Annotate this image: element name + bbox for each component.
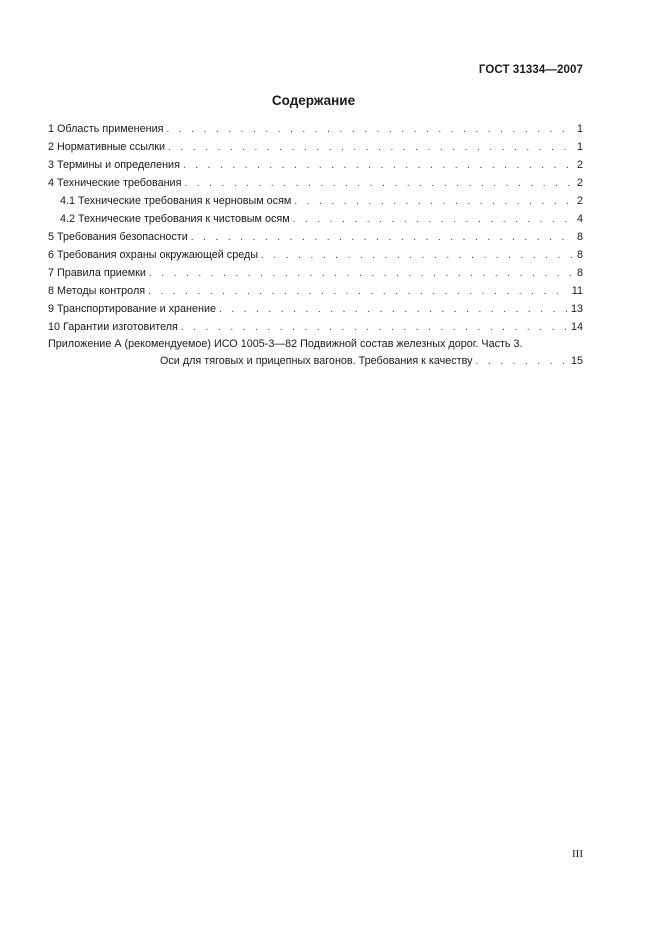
- toc-entry-title: 4.2 Технические требования к чистовым осям: [60, 213, 290, 225]
- dot-leader: [148, 283, 569, 301]
- toc-entry-title: 3 Термины и определения: [48, 159, 180, 171]
- toc-entry-title: 8 Методы контроля: [48, 285, 146, 297]
- toc-subentry[interactable]: [48, 210, 583, 228]
- toc-entry-page: 4: [576, 213, 583, 225]
- toc-entry-title: 1 Область применения: [48, 123, 164, 135]
- document-code: ГОСТ 31334—2007: [478, 64, 583, 76]
- toc-entry[interactable]: [48, 174, 583, 192]
- toc-entry-title: 5 Требования безопасности: [48, 231, 188, 243]
- dot-leader: [184, 175, 572, 193]
- dot-leader: [167, 121, 573, 139]
- table-of-contents: [48, 120, 583, 370]
- toc-entry[interactable]: [48, 318, 583, 336]
- appendix-title-line1: Приложение А (рекомендуемое) ИСО 1005-3—82 Подвижной состав железных дорог. Часть 3.: [48, 338, 523, 350]
- toc-entry[interactable]: [48, 120, 583, 138]
- appendix-title-line2-row: [48, 353, 583, 370]
- toc-entry-title: 10 Гарантии изготовителя: [48, 321, 178, 333]
- toc-entry[interactable]: [48, 300, 583, 318]
- toc-entry-page: 14: [570, 321, 583, 333]
- appendix-title-line2: Оси для тяговых и прицепных вагонов. Требования к качеству: [160, 355, 473, 367]
- dot-leader: [476, 353, 568, 370]
- toc-entry-page: 2: [576, 159, 583, 171]
- toc-entry[interactable]: [48, 228, 583, 246]
- toc-entry-page: 2: [576, 177, 583, 189]
- toc-entry-title: 2 Нормативные ссылки: [48, 141, 166, 153]
- toc-entry-title: 6 Требования охраны окружающей среды: [48, 249, 259, 261]
- toc-entry-page: 11: [571, 285, 583, 297]
- toc-entry-page: 1: [576, 123, 583, 135]
- toc-heading: Содержание: [271, 93, 356, 108]
- dot-leader: [149, 265, 572, 283]
- toc-entry-page: 1: [576, 141, 583, 153]
- toc-entry-page: 8: [576, 267, 583, 279]
- toc-entry-title: 4.1 Технические требования к черновым осям: [60, 195, 292, 207]
- toc-entry-page: 15: [570, 355, 583, 367]
- dot-leader: [168, 139, 572, 157]
- toc-appendix-entry[interactable]: [48, 336, 583, 370]
- page-number: III: [572, 848, 583, 860]
- dot-leader: [219, 301, 568, 319]
- toc-entry[interactable]: [48, 282, 583, 300]
- dot-leader: [183, 157, 572, 175]
- toc-entry[interactable]: [48, 246, 583, 264]
- toc-entry[interactable]: [48, 264, 583, 282]
- dot-leader: [293, 211, 572, 229]
- dot-leader: [261, 247, 572, 265]
- toc-entry-title: 4 Технические требования: [48, 177, 182, 189]
- toc-entry-page: 2: [576, 195, 583, 207]
- toc-entry-title: 9 Транспортирование и хранение: [48, 303, 216, 315]
- toc-subentry[interactable]: [48, 192, 583, 210]
- toc-entry[interactable]: [48, 156, 583, 174]
- toc-entry-page: 8: [576, 231, 583, 243]
- toc-entry-page: 13: [570, 303, 583, 315]
- toc-entry-title: 7 Правила приемки: [48, 267, 146, 279]
- toc-entry[interactable]: [48, 138, 583, 156]
- dot-leader: [181, 319, 568, 337]
- toc-entry-page: 8: [576, 249, 583, 261]
- dot-leader: [191, 229, 572, 247]
- dot-leader: [294, 193, 572, 211]
